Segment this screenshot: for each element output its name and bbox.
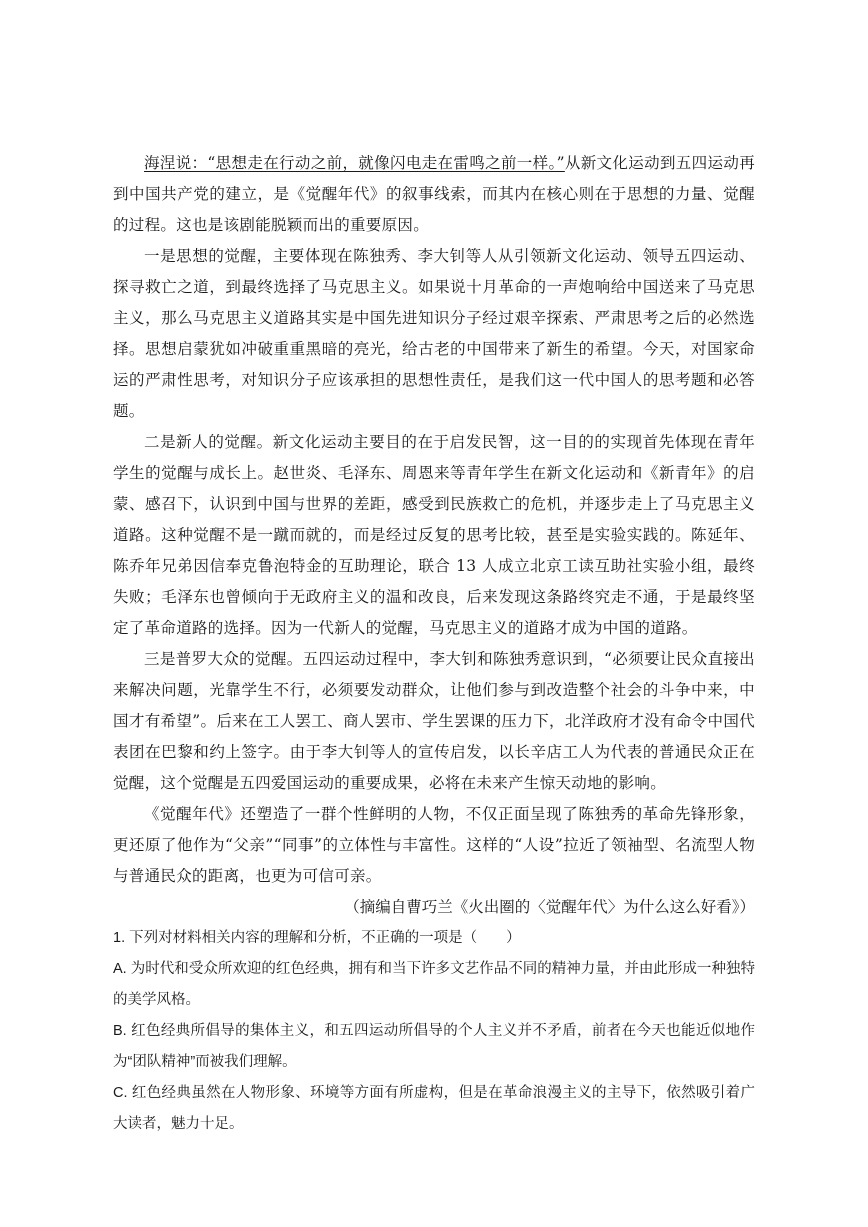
question-stem: 1. 下列对材料相关内容的理解和分析，不正确的一项是（ ） bbox=[113, 930, 521, 946]
quote-underlined: 海涅说：“思想走在行动之前，就像闪电走在雷鸣之前一样。” bbox=[144, 154, 565, 172]
article-source: （摘编自曹巧兰《火出圈的〈觉醒年代〉为什么这么好看》） bbox=[344, 898, 755, 916]
option-a: A. 为时代和受众所欢迎的红色经典，拥有和当下许多文艺作品不同的精神力量，并由此形成一种独特的美学风格。 bbox=[113, 961, 755, 1008]
article-paragraph-3: 二是新人的觉醒。新文化运动主要目的在于启发民智，这一目的的实现首先体现在青年学生的觉醒与成长上。赵世炎、毛泽东、周恩来等青年学生在新文化运动和《新青年》的启蒙、感召下，认识到中国与世界的差距，感受到民族救亡的危机，并逐步走上了马克思主义道路。这种觉醒不是一蹴而就的，而是经过反复的思考比较，甚至是实验实践的。陈延年、陈乔年兄弟因信奉克鲁泡特金的互助理论，联合 13 人成立北京工读互助社实验小组，最终失败；毛泽东也曾倾向于无政府主义的温和改良，后来发现这条路终究走不通，于是最终坚定了革命道路的选择。因为一代新人的觉醒，马克思主义的道路才成为中国的道路。 bbox=[113, 433, 755, 637]
option-b: B. 红色经典所倡导的集体主义，和五四运动所倡导的个人主义并不矛盾，前者在今天也能近似地作为“团队精神”而被我们理解。 bbox=[113, 1023, 755, 1070]
article-paragraph-2: 一是思想的觉醒，主要体现在陈独秀、李大钊等人从引领新文化运动、领导五四运动、探寻救亡之道，到最终选择了马克思主义。如果说十月革命的一声炮响给中国送来了马克思主义，那么马克思主义道路其实是中国先进知识分子经过艰辛探索、严肃思考之后的必然选择。思想启蒙犹如冲破重重黑暗的亮光，给古老的中国带来了新生的希望。今天，对国家命运的严肃性思考，对知识分子应该承担的思想性责任，是我们这一代中国人的思考题和必答题。 bbox=[113, 247, 755, 420]
document-page bbox=[113, 148, 755, 1140]
article-paragraph-1 bbox=[113, 148, 755, 241]
paragraph-1-text: 从新文化运动到五四运动再到中国共产党的建立，是《觉醒年代》的叙事线索，而其内在核心则在于思想的力量、觉醒的过程。这也是该剧能脱颖而出的重要原因。 bbox=[113, 154, 755, 234]
article-paragraph-4: 三是普罗大众的觉醒。五四运动过程中，李大钊和陈独秀意识到，“必须要让民众直接出来解决问题，光靠学生不行，必须要发动群众，让他们参与到改造整个社会的斗争中来，中国才有希望”。后来在工人罢工、商人罢市、学生罢课的压力下，北洋政府才没有命令中国代表团在巴黎和约上签字。由于李大钊等人的宣传启发，以长辛店工人为代表的普通民众正在觉醒，这个觉醒是五四爱国运动的重要成果，必将在未来产生惊天动地的影响。 bbox=[113, 650, 755, 792]
option-c: C. 红色经典虽然在人物形象、环境等方面有所虚构，但是在革命浪漫主义的主导下，依然吸引着广大读者，魅力十足。 bbox=[113, 1085, 755, 1132]
article-paragraph-5: 《觉醒年代》还塑造了一群个性鲜明的人物，不仅正面呈现了陈独秀的革命先锋形象，更还原了他作为“父亲”“同事”的立体性与丰富性。这样的“人设”拉近了领袖型、名流型人物与普通民众的距离，也更为可信可亲。 bbox=[113, 805, 755, 885]
